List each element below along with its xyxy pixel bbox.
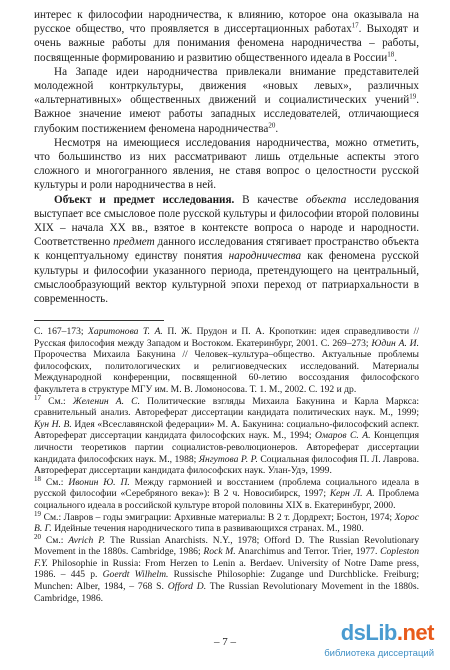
footnote-ref[interactable]: 18	[387, 49, 395, 58]
watermark-logo[interactable]	[320, 620, 440, 662]
logo-caption: библиотека диссертаций	[324, 648, 434, 659]
text: исследования выступает все смысловое поле русской культуры и философии второй половины XIX – начала XX вв., взятое в контексте вопроса о народе и народности. Соответственно	[34, 193, 419, 249]
page-number: – 7 –	[214, 636, 236, 648]
text: интерес к философии народничества, к влиянию, которое она оказывала на русское общество, что проявляется в диссертационных работах	[34, 9, 419, 36]
text: Anarchimus and Terror. Trier, 1977.	[235, 546, 381, 558]
author: Goerdt Wilhelm.	[102, 569, 169, 581]
footnote-ref[interactable]: 17	[351, 21, 359, 30]
text: .	[394, 51, 397, 64]
paragraph-3: Несмотря на имеющиеся исследования народничества, можно отметить, что большинство из них рассматривают лишь отдельные аспекты этого сложного и многогранного явления, не ставя вопрос о целостности русской культуры и роли народничества в ней.	[34, 136, 419, 192]
footnote-20	[34, 532, 420, 605]
term: объекта	[305, 193, 347, 206]
text: См.: Лавров – годы эмиграции: Архивные материалы: В 2 т. Дордрехт; Бостон, 1974;	[41, 511, 395, 523]
logo-text	[341, 620, 434, 646]
text: данного исследования стягивает пространство объекта к концептуальному единству понятия	[34, 236, 419, 263]
footnote-number: 17	[34, 393, 41, 402]
author: Copleston F.Y.	[34, 546, 419, 569]
text: The Russian Revolutionary Movement in the 1880s. Cambridge, 1986.	[34, 581, 419, 604]
text: . Выходят и очень важные работы для понимания феномена народничества – работы, посвященные формированию и развитию общественного идеала в России	[34, 23, 419, 64]
text: См.:	[41, 476, 69, 488]
text: Идея «Всеславянской федерации» М. А. Бакунина: социально-философский аспект. Автореферат диссертации кандидата философских наук. М., 1994;	[34, 418, 420, 442]
text: . Важное значение имеют работы западных исследователей, отличающиеся глубоким постижением феномена народничества	[34, 94, 419, 135]
footnote-divider	[34, 320, 164, 321]
author: Хорос В. Г.	[34, 511, 419, 535]
logo-tld: .net	[396, 620, 434, 645]
text: The Russian Anarchists. N.Y., 1978; Offord D. The Russian Revolutionary Movement in the 1880s. Cambridge, 1986;	[34, 534, 419, 558]
text: Пророчества Михаила Бакунина // Человек–культура–общество. Актуальные проблемы философских, политологических и религиоведческих исследований. Материалы Международной конференции, посвященной 60-летию воссоздания философского факультета в структуре МГУ им. М. В. Ломоносова. Т. 1. М., 2002. С. 192 и др.	[34, 349, 419, 395]
author: Offord D.	[167, 581, 207, 593]
paragraph-4	[34, 193, 419, 307]
text: как феномена русской культуры и философии указанного периода, претендующего на центральный, смыслообразующий вектор культурной эпохи переход от патриархальности в современность.	[34, 250, 419, 306]
text: Идейные течения народнического типа в развивающихся странах. М., 1980.	[51, 523, 364, 535]
text: На Западе идеи народничества привлекали внимание представителей молодежной контркультуры, движения «новых левых», различных «альтернативных» общественных движений и социалистических учений	[34, 65, 419, 107]
text: Социальная философия П. Л. Лаврова. Автореферат диссертации кандидата философских наук. Улан-Удэ, 1999.	[34, 453, 419, 477]
text: См.:	[41, 534, 69, 546]
paragraph-2	[34, 65, 419, 136]
author: Желенин А. С.	[72, 395, 140, 407]
term: предмет	[113, 236, 155, 249]
text: С. 167–173;	[34, 326, 89, 337]
author: Омаров С. А.	[314, 430, 371, 442]
text: Между гармонией и восстанием (проблема социального идеала в русской философии «Серебряного века»): В 2 ч. Новосибирск, 1997;	[34, 476, 419, 500]
footnotes	[34, 326, 419, 604]
text: Russische Philosophie: Zugange und Durchblicke. Freiburg; Munchen: Alber, 1984, – 768 S.	[34, 569, 420, 593]
main-text	[34, 8, 419, 306]
author: Кун Н. В.	[34, 418, 72, 430]
footnote-continued	[34, 326, 419, 396]
text: Концепция личности теоретиков партии социалистов-революционеров. Автореферат диссертации кандидата философских наук. М., 1988;	[34, 430, 419, 465]
footnote-ref[interactable]: 19	[409, 92, 417, 101]
footnote-ref[interactable]: 20	[268, 120, 276, 129]
footnote-19	[34, 509, 419, 535]
text: Политические взгляды Михаила Бакунина и Карла Маркса: сравнительный анализ. Автореферат диссертации кандидата политических наук. М., 1999;	[34, 395, 419, 419]
footnote-17	[34, 393, 420, 477]
text: В качестве	[234, 193, 306, 206]
author: Avrich P.	[68, 534, 106, 546]
footnote-18	[34, 474, 420, 512]
author: Янгутова Р. Р.	[198, 453, 258, 465]
author: Харитонова Т. А.	[88, 326, 163, 337]
author: Rock M.	[203, 546, 236, 558]
text: Philosophie in Russia: From Herzen to Lenin a. Berdaev. University of Notre Dame press, 1986. – 445 p.	[34, 557, 419, 581]
text: .	[275, 122, 279, 135]
text: Проблема социального идеала в российской культуре второй половины XIX в. Екатеринбург, 2000.	[34, 488, 420, 511]
paragraph-1	[34, 8, 419, 65]
text: П. Ж. Прудон и П. А. Кропоткин: идея справедливости // Русская философия между Западом и Востоком. Екатеринбург, 2001. С. 269–273;	[34, 326, 419, 349]
section-heading: Объект и предмет исследования.	[54, 193, 235, 206]
author: Юдин А. И.	[371, 337, 419, 349]
footnote-number: 18	[34, 474, 41, 483]
author: Керн Л. А.	[329, 488, 375, 500]
author: Ивонин Ю. П.	[68, 476, 130, 488]
term: народничества	[228, 250, 302, 263]
footnote-number: 19	[34, 509, 41, 518]
logo-main: dsLib	[340, 620, 397, 645]
text: См.:	[41, 395, 73, 407]
footnote-number: 20	[34, 532, 41, 541]
